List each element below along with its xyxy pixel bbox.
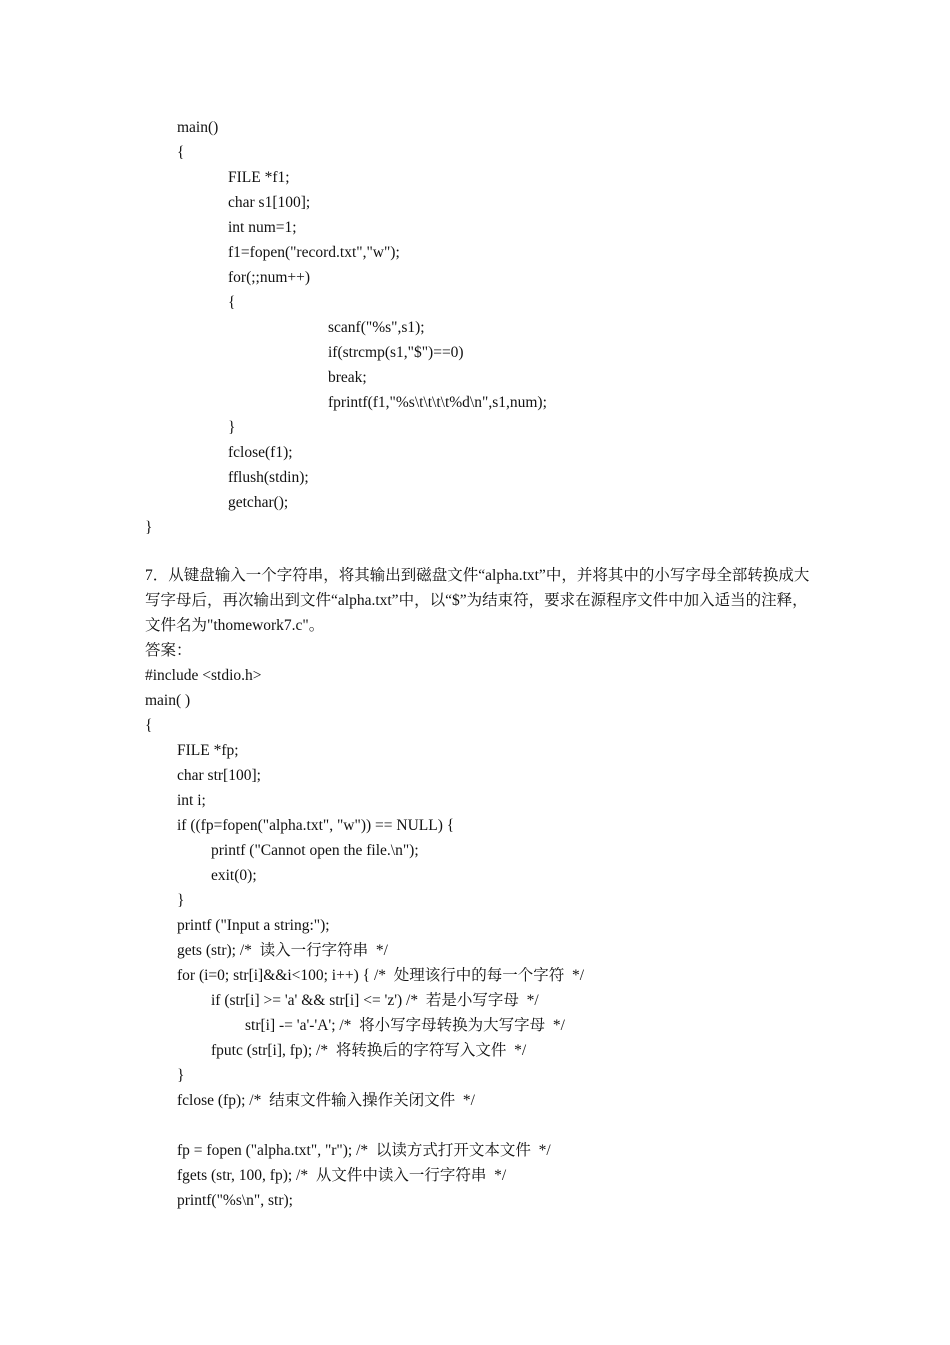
code-line: fclose(f1); — [228, 444, 293, 461]
code-line: int i; — [177, 792, 206, 809]
code-line: main() — [177, 119, 219, 136]
code-line: exit(0); — [211, 867, 257, 884]
code-line: FILE *f1; — [228, 169, 290, 186]
code-line: } — [145, 519, 153, 536]
code-line: fflush(stdin); — [228, 469, 309, 486]
code-line: str[i] -= 'a'-'A'; /* 将小写字母转换为大写字母 */ — [245, 1017, 565, 1034]
answer-label: 答案： — [145, 642, 192, 659]
code-line: int num=1; — [228, 219, 297, 236]
code-line: for (i=0; str[i]&&i<100; i++) { /* 处理该行中的每一个字符 */ — [177, 967, 585, 984]
code-line: main( ) — [145, 692, 191, 709]
code-line: fclose (fp); /* 结束文件输入操作关闭文件 */ — [177, 1092, 475, 1109]
code-line: fprintf(f1,"%s\t\t\t\t%d\n",s1,num); — [328, 394, 547, 411]
code-line: fgets (str, 100, fp); /* 从文件中读入一行字符串 */ — [177, 1167, 507, 1184]
code-line: scanf("%s",s1); — [328, 319, 425, 336]
code-line: #include <stdio.h> — [145, 667, 262, 684]
code-line: if (str[i] >= 'a' && str[i] <= 'z') /* 若是小写字母 */ — [211, 992, 539, 1009]
code-line: if ((fp=fopen("alpha.txt", "w")) == NULL) { — [177, 817, 455, 834]
code-line: } — [228, 419, 236, 436]
code-line: break; — [328, 369, 367, 386]
code-line: if(strcmp(s1,"$")==0) — [328, 344, 464, 361]
code-line: char str[100]; — [177, 767, 261, 784]
code-line: fputc (str[i], fp); /* 将转换后的字符写入文件 */ — [211, 1042, 527, 1059]
code-line: printf("%s\n", str); — [177, 1192, 293, 1209]
code-line: printf ("Cannot open the file.\n"); — [211, 842, 419, 859]
code-line: char s1[100]; — [228, 194, 311, 211]
code-line: FILE *fp; — [177, 742, 239, 759]
code-line: } — [177, 892, 185, 909]
code-line: getchar(); — [228, 494, 289, 511]
question-7-text: 7．从键盘输入一个字符串，将其输出到磁盘文件“alpha.txt”中，并将其中的小写字母全部转换成大写字母后，再次输出到文件“alpha.txt”中，以“$”为结束符，要求在源程序文件中加入适当的注释，文件名为"thomework7.c"。 — [145, 567, 810, 634]
code-line: f1=fopen("record.txt","w"); — [228, 244, 400, 261]
code-line: { — [228, 294, 236, 311]
code-line: { — [177, 144, 185, 161]
code-line: fp = fopen ("alpha.txt", "r"); /* 以读方式打开文本文件 */ — [177, 1142, 551, 1159]
code-line: } — [177, 1067, 185, 1084]
code-line: gets (str); /* 读入一行字符串 */ — [177, 942, 388, 959]
code-line: printf ("Input a string:"); — [177, 917, 330, 934]
code-line: for(;;num++) — [228, 269, 311, 286]
code-line: { — [145, 717, 153, 734]
